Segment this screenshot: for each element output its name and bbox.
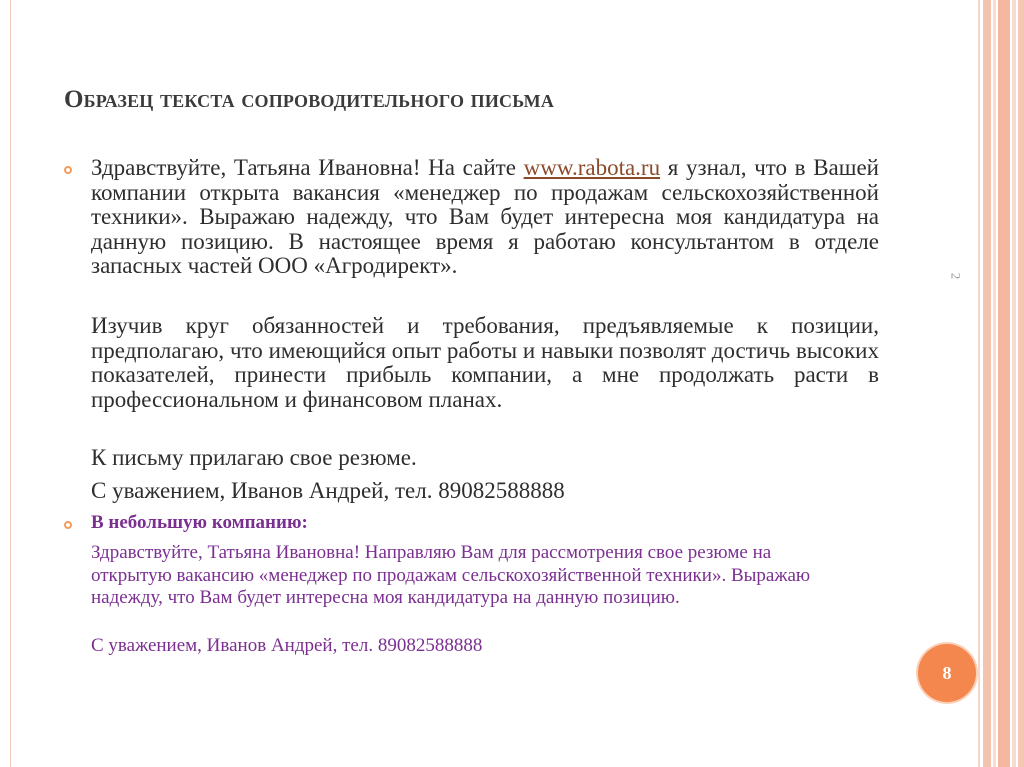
letter1-paragraph-2: Изучив круг обязанностей и требования, предъявляемые к позиции, предполагаю, что имеющийся опыт работы и навыки позволят достичь высоких показателей, принести прибыль компании, а мне продолжать расти в профессиональном и финансовом планах.: [91, 313, 879, 412]
letter2-heading: В небольшую компанию:: [91, 512, 308, 533]
page-number-badge: 8: [918, 644, 976, 702]
slide-title: Образец текста сопроводительного письма: [64, 86, 555, 113]
decor-stripe: [1012, 0, 1016, 767]
left-border: [10, 0, 11, 767]
letter1-paragraph-3: К письму прилагаю свое резюме.: [91, 445, 417, 470]
bullet-circle-icon: [64, 166, 72, 174]
letter2-paragraph-1: Здравствуйте, Татьяна Ивановна! Направляю Вам для рассмотрения свое резюме на открытую вакансию «менеджер по продажам сельскохозяйственной техники». Выражаю надежду, что Вам будет интересна моя кандидатура на данную позицию.: [91, 542, 811, 608]
rabota-link[interactable]: www.rabota.ru: [523, 155, 661, 180]
decor-stripe: [1018, 0, 1024, 767]
decor-stripe: [993, 0, 996, 767]
letter1-text-before-link: Здравствуйте, Татьяна Ивановна! На сайте: [91, 155, 524, 180]
vertical-page-number: 2: [948, 272, 964, 280]
decor-stripe: [998, 0, 1010, 767]
decor-stripe: [983, 0, 991, 767]
decor-stripe: [978, 0, 980, 767]
letter1-signature: С уважением, Иванов Андрей, тел. 89082588888: [91, 478, 565, 503]
bullet-circle-icon: [64, 521, 72, 529]
letter1-paragraph-1: [91, 156, 879, 279]
letter1-text-after-link: я узнал, что в Вашей компании открыта вакансия «менеджер по продажам сельскохозяйственной техники». Выражаю надежду, что Вам будет интересна моя кандидатура на данную позицию. В настоящее время я работаю консультантом в отделе запасных частей ООО «Агродирект».: [91, 155, 879, 278]
letter2-signature: С уважением, Иванов Андрей, тел. 89082588888: [91, 635, 483, 656]
